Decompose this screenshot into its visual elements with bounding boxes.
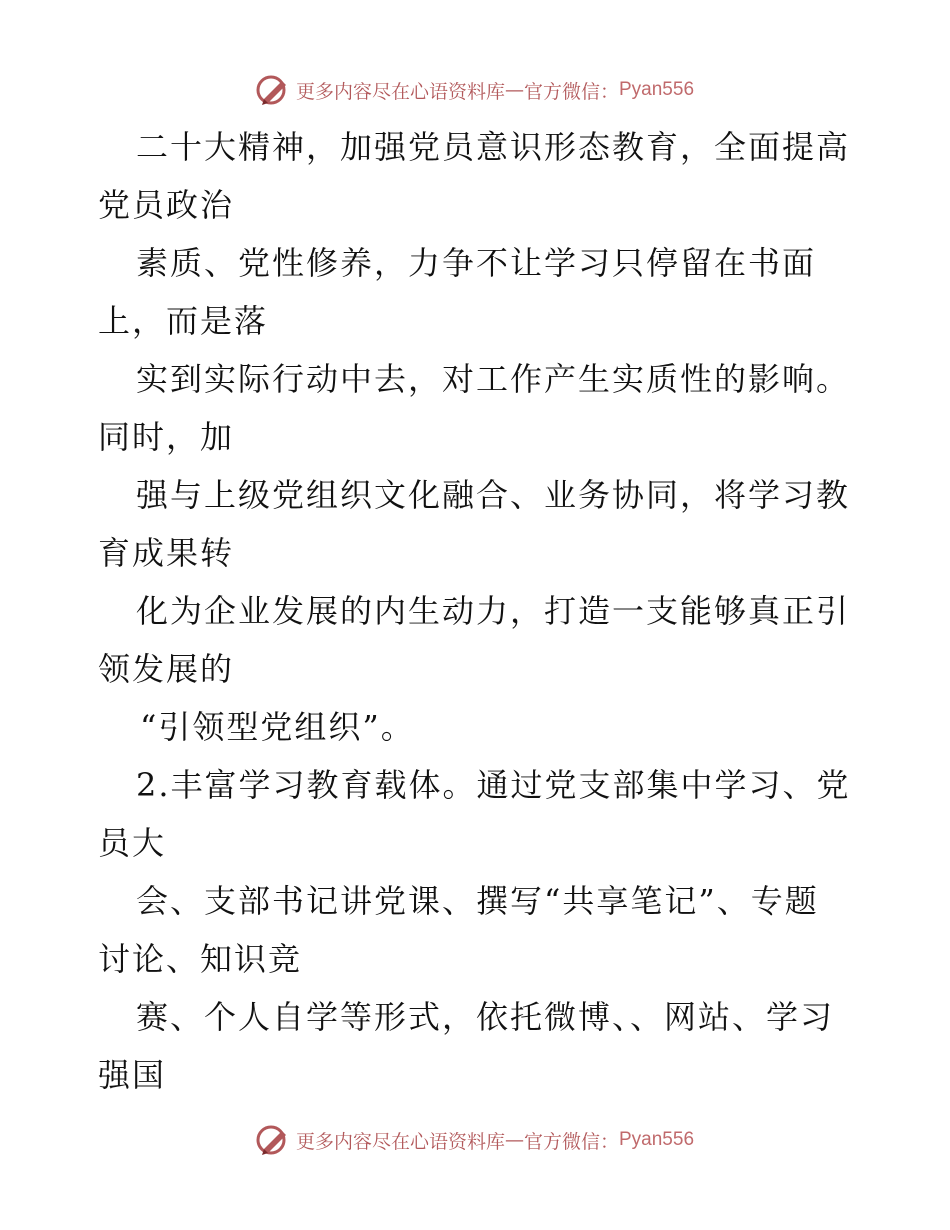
text-line: 领发展的 xyxy=(98,650,235,688)
text-line: 上，而是落 xyxy=(98,302,269,340)
footer-site-text: 更多内容尽在心语资料库 xyxy=(295,1130,505,1153)
text-line: 强与上级党组织文化融合、业务协同，将学习教 xyxy=(136,476,851,514)
header-wechat-label: 官方微信： xyxy=(523,80,619,103)
pen-logo-icon xyxy=(256,1123,290,1157)
text-line: 素质、党性修养，力争不让学习只停留在书面 xyxy=(136,244,817,282)
text-line: 2.丰富学习教育载体。通过党支部集中学习、党 xyxy=(136,766,851,804)
text-line: 强国 xyxy=(98,1056,167,1094)
text-line: 化为企业发展的内生动力，打造一支能够真正引 xyxy=(136,592,851,630)
footer-wechat-label: 官方微信： xyxy=(523,1130,619,1153)
header-wechat-id: Pyan556 xyxy=(619,79,695,100)
pen-logo-icon xyxy=(256,73,290,107)
text-line: 同时，加 xyxy=(98,418,235,456)
header-site-text: 更多内容尽在心语资料库 xyxy=(295,80,505,103)
footer-dash: — xyxy=(504,1129,524,1151)
text-line: 讨论、知识竞 xyxy=(98,940,303,978)
header-watermark xyxy=(0,70,950,110)
text-line: 实到实际行动中去，对工作产生实质性的影响。 xyxy=(136,360,851,398)
footer-wechat-id: Pyan556 xyxy=(619,1129,695,1150)
footer-watermark xyxy=(0,1120,950,1160)
text-line: 赛、个人自学等形式，依托微博、、网站、学习 xyxy=(136,998,835,1036)
text-line: 育成果转 xyxy=(98,534,235,572)
document-body xyxy=(98,118,858,1104)
text-line: 党员政治 xyxy=(98,186,235,224)
text-line: 二十大精神，加强党员意识形态教育，全面提高 xyxy=(136,128,851,166)
text-line: “引领型党组织”。 xyxy=(140,708,415,746)
header-dash: — xyxy=(504,79,524,101)
text-line: 会、支部书记讲党课、撰写“共享笔记”、专题 xyxy=(136,882,819,920)
text-line: 员大 xyxy=(98,824,167,862)
